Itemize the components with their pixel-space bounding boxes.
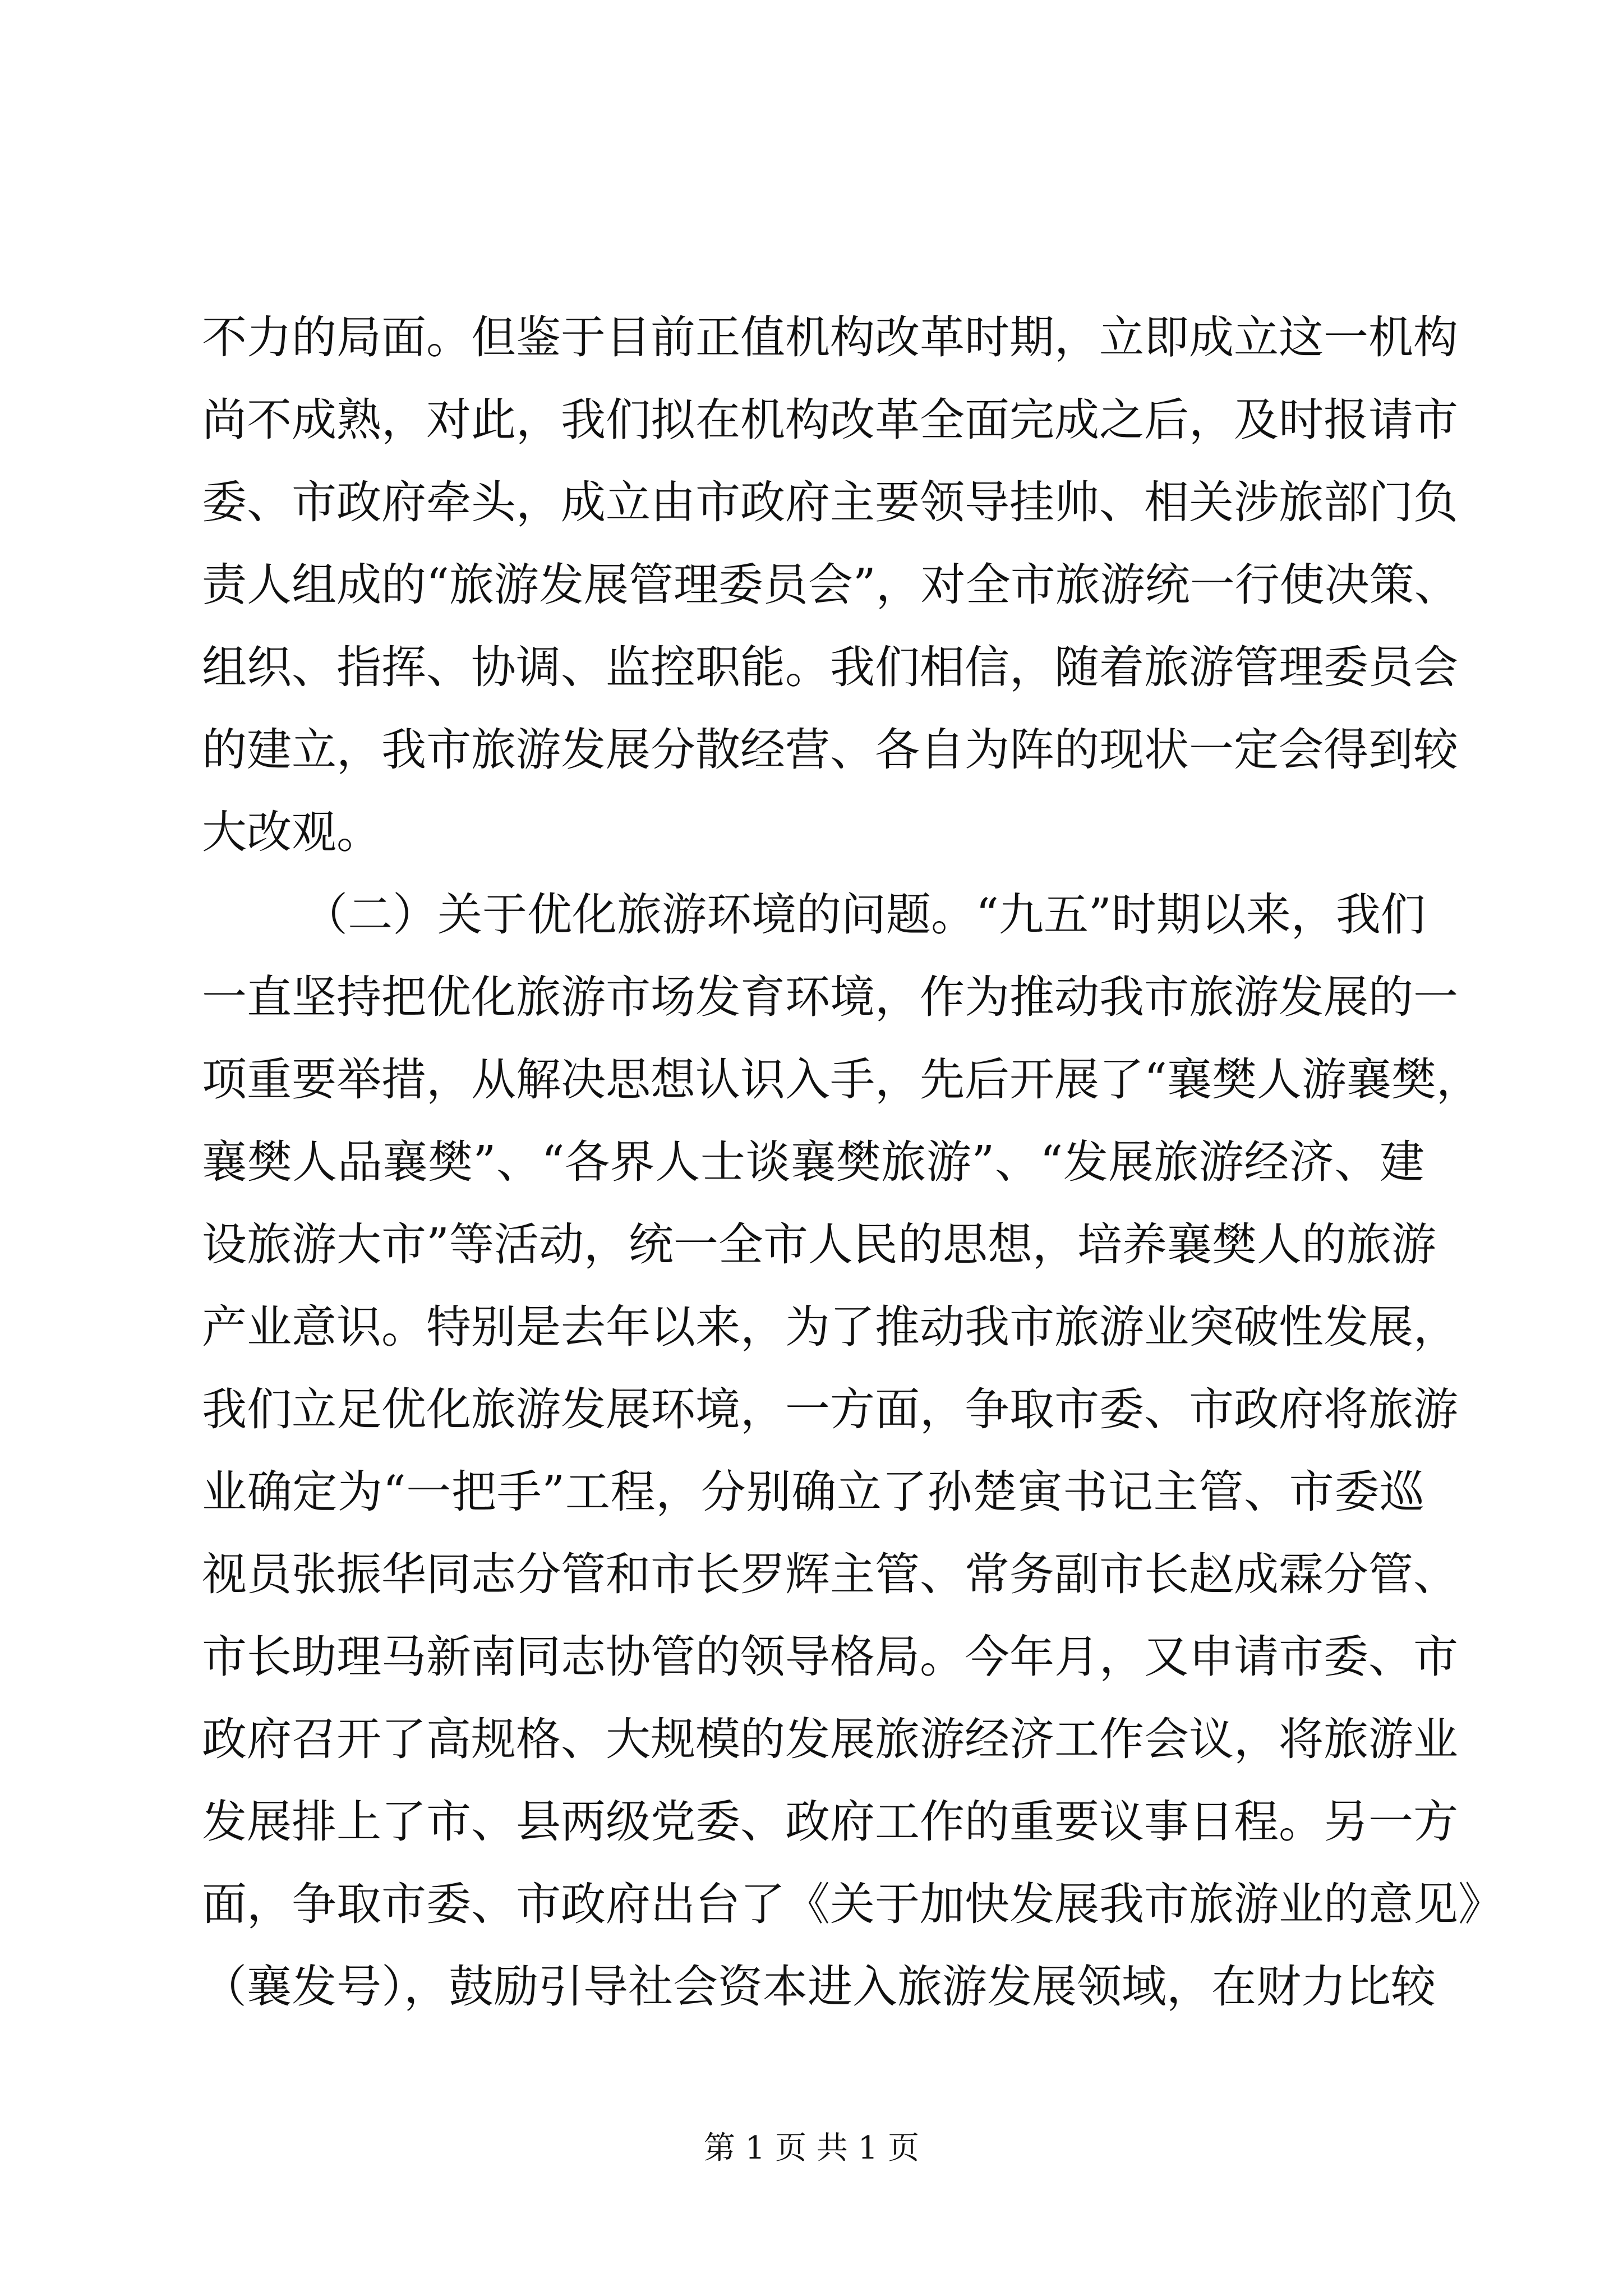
text-line: 业确定为“一把手”工程，分别确立了孙楚寅书记主管、市委巡 <box>202 1466 1424 1518</box>
text-line: 市长助理马新南同志协管的领导格局。今年月，又申请市委、市 <box>202 1631 1458 1683</box>
text-line: 发展排上了市、县两级党委、政府工作的重要议事日程。另一方 <box>202 1796 1458 1848</box>
body-text <box>202 296 1503 2028</box>
text-line: 襄樊人品襄樊”、“各界人士谈襄樊旅游”、“发展旅游经济、建 <box>202 1136 1424 1188</box>
text-line: 视员张振华同志分管和市长罗辉主管、常务副市长赵成霖分管、 <box>202 1548 1458 1600</box>
text-line: 尚不成熟，对此，我们拟在机构改革全面完成之后，及时报请市 <box>202 394 1458 446</box>
text-line: 我们立足优化旅游发展环境，一方面，争取市委、市政府将旅游 <box>202 1383 1458 1435</box>
text-line: 的建立，我市旅游发展分散经营、各自为阵的现状一定会得到较 <box>202 724 1458 776</box>
text-line: 政府召开了高规格、大规模的发展旅游经济工作会议，将旅游业 <box>202 1713 1458 1765</box>
text-line: 产业意识。特别是去年以来，为了推动我市旅游业突破性发展， <box>202 1301 1458 1353</box>
text-line: （襄发号），鼓励引导社会资本进入旅游发展领域，在财力比较 <box>202 1961 1436 2013</box>
text-line: 委、市政府牵头，成立由市政府主要领导挂帅、相关涉旅部门负 <box>202 476 1458 528</box>
text-line: 大改观。 <box>202 806 381 858</box>
text-line: 责人组成的“旅游发展管理委员会”，对全市旅游统一行使决策、 <box>202 559 1459 611</box>
text-line: 一直坚持把优化旅游市场发育环境，作为推动我市旅游发展的一 <box>202 971 1458 1023</box>
page-number-label: 第 1 页 共 1 页 <box>703 2130 920 2166</box>
text-line: 组织、指挥、协调、监控职能。我们相信，随着旅游管理委员会 <box>202 641 1458 693</box>
paragraph-start-line: （二）关于优化旅游环境的问题。“九五”时期以来，我们 <box>303 889 1426 941</box>
text-line: 不力的局面。但鉴于目前正值机构改革时期，立即成立这一机构 <box>202 311 1458 364</box>
text-line: 项重要举措，从解决思想认识入手，先后开展了“襄樊人游襄樊， <box>202 1053 1481 1106</box>
text-line: 设旅游大市”等活动，统一全市人民的思想，培养襄樊人的旅游 <box>202 1218 1436 1271</box>
text-line: 面，争取市委、市政府出台了《关于加快发展我市旅游业的意见》 <box>202 1878 1503 1930</box>
page-footer <box>0 2126 1623 2171</box>
